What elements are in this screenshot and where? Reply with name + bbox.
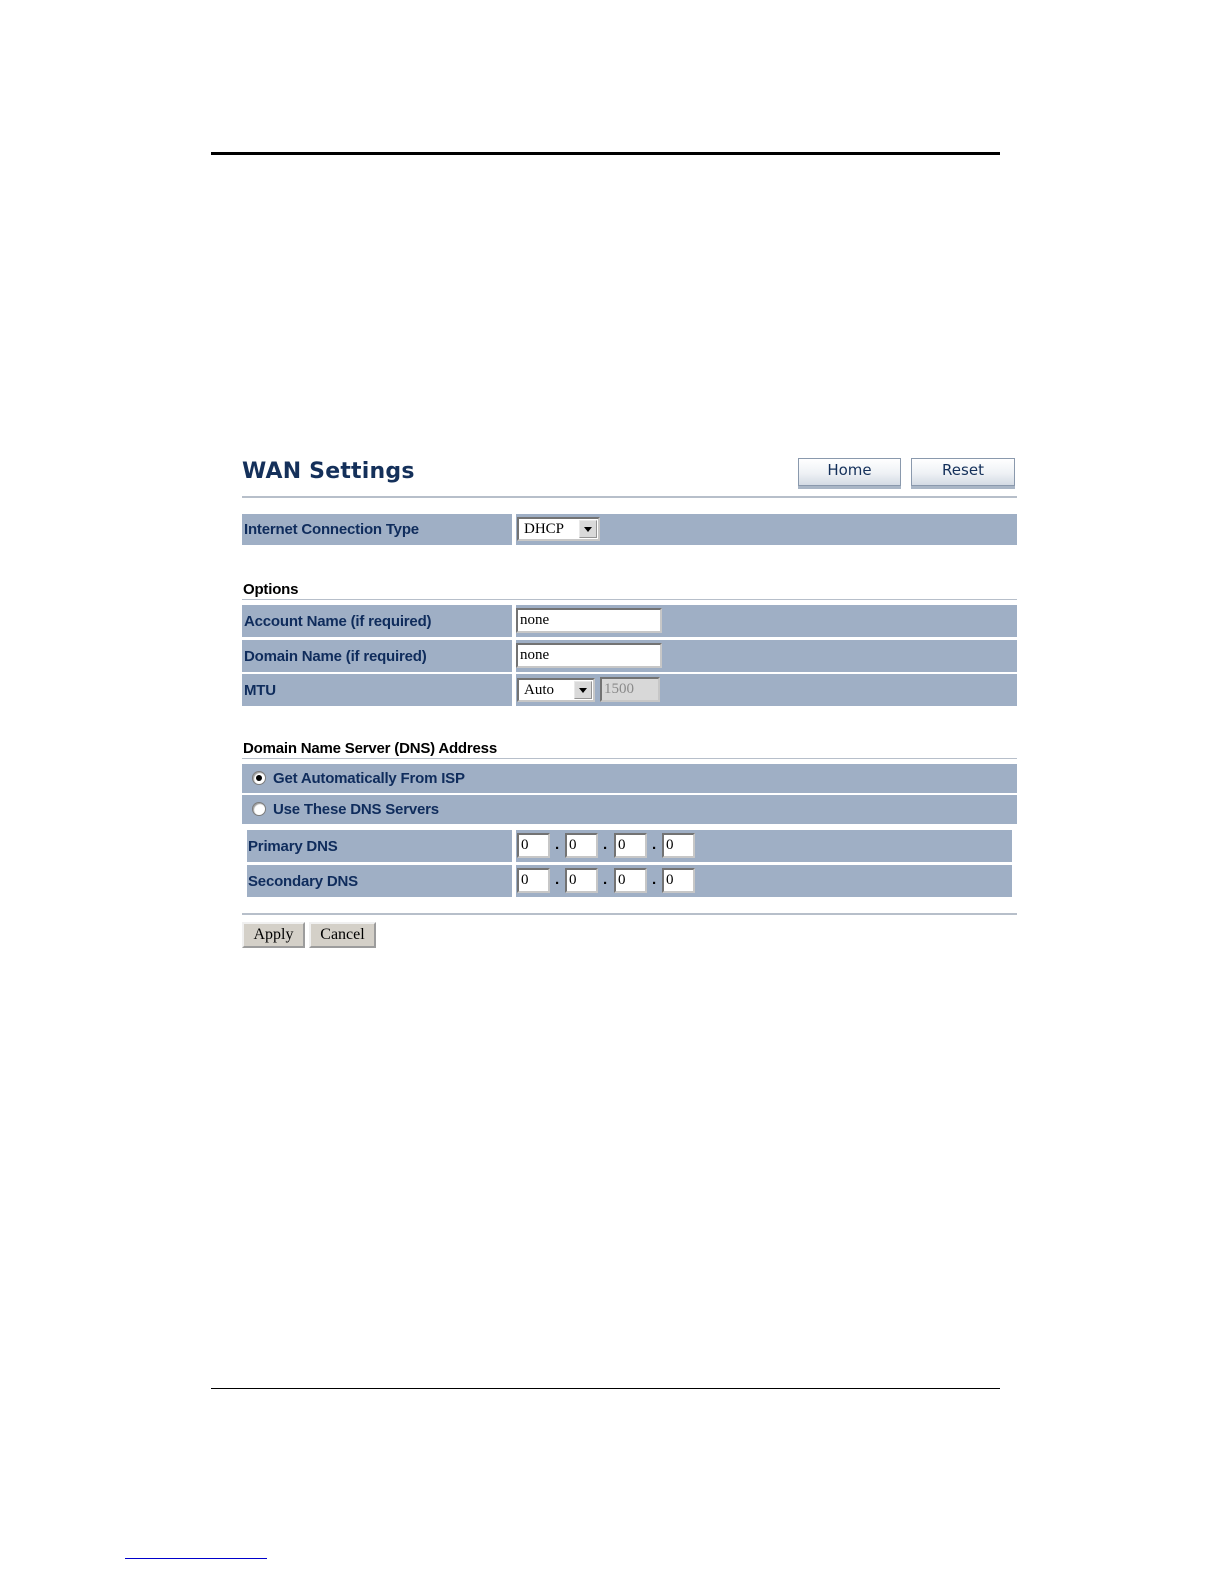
dns-manual-radio[interactable] — [252, 802, 266, 816]
options-section-line — [242, 599, 1017, 600]
primary-dns-octet-2[interactable]: 0 — [565, 833, 598, 858]
mtu-row — [242, 674, 1017, 706]
secondary-dns-octet-2[interactable]: 0 — [565, 868, 598, 893]
actions-separator — [242, 913, 1017, 915]
page-top-rule — [211, 152, 1000, 155]
home-button[interactable]: Home — [798, 458, 901, 486]
connection-type-value: DHCP — [524, 521, 565, 537]
apply-button[interactable]: Apply — [242, 922, 305, 948]
primary-dns-octet-3[interactable]: 0 — [614, 833, 647, 858]
secondary-dns-octet-4[interactable]: 0 — [662, 868, 695, 893]
connection-type-row — [242, 514, 1017, 545]
mtu-label: MTU — [244, 681, 276, 699]
options-section-title: Options — [243, 581, 299, 598]
secondary-dns-octet-1[interactable]: 0 — [517, 868, 550, 893]
connection-type-select[interactable] — [517, 517, 600, 541]
dns-auto-row[interactable] — [242, 764, 1017, 793]
primary-dns-octet-4[interactable]: 0 — [662, 833, 695, 858]
secondary-dns-octet-3[interactable]: 0 — [614, 868, 647, 893]
secondary-dns-row: Secondary DNS 0 . 0 . 0 . 0 — [247, 865, 1012, 897]
domain-name-row — [242, 640, 1017, 672]
primary-dns-row: Primary DNS 0 . 0 . 0 . 0 — [247, 830, 1012, 862]
dns-section-title: Domain Name Server (DNS) Address — [243, 740, 497, 757]
domain-name-label: Domain Name (if required) — [244, 647, 427, 665]
primary-dns-octet-1[interactable]: 0 — [517, 833, 550, 858]
account-name-input[interactable]: none — [516, 608, 662, 633]
mtu-value-input: 1500 — [600, 677, 660, 702]
reset-button[interactable]: Reset — [911, 458, 1015, 486]
cancel-button[interactable]: Cancel — [309, 922, 376, 948]
dns-auto-label: Get Automatically From ISP — [273, 770, 465, 787]
chevron-down-icon[interactable] — [574, 681, 592, 699]
account-name-label: Account Name (if required) — [244, 612, 432, 630]
mtu-mode-value: Auto — [524, 682, 554, 698]
secondary-dns-label: Secondary DNS — [248, 872, 358, 890]
dns-section-line — [242, 758, 1017, 759]
page-title: WAN Settings — [242, 459, 415, 484]
header-separator — [242, 496, 1017, 498]
mtu-mode-select[interactable] — [517, 678, 595, 702]
connection-type-label: Internet Connection Type — [244, 521, 419, 538]
dns-manual-label: Use These DNS Servers — [273, 801, 439, 818]
footer-link-underline — [125, 1558, 267, 1559]
chevron-down-icon[interactable] — [579, 520, 597, 538]
dns-auto-radio[interactable] — [252, 771, 266, 785]
account-name-row — [242, 605, 1017, 637]
primary-dns-label: Primary DNS — [248, 837, 338, 855]
domain-name-input[interactable]: none — [516, 643, 662, 668]
page-bottom-rule — [211, 1388, 1000, 1389]
dns-manual-row[interactable] — [242, 795, 1017, 824]
